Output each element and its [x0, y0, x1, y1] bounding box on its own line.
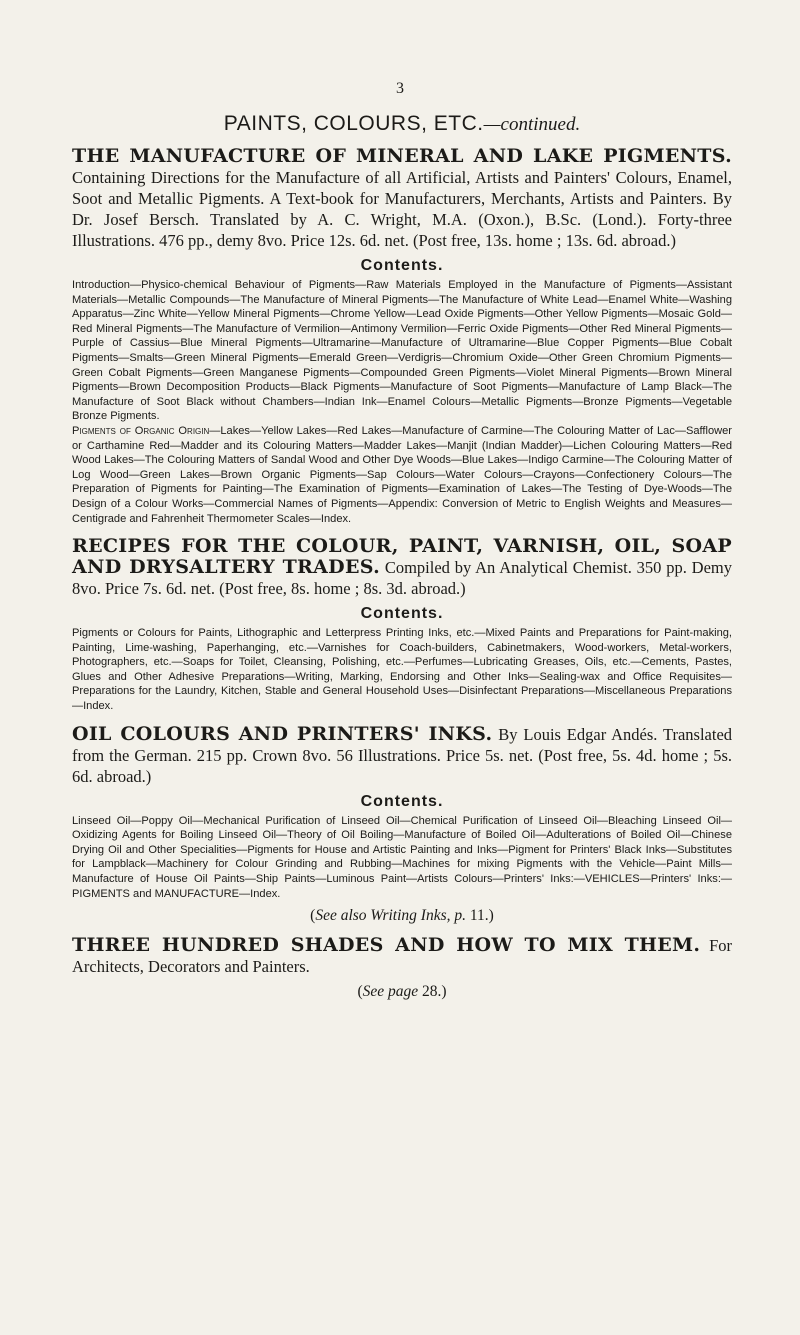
book-title: RECIPES FOR THE COLOUR, PAINT, VARNISH, OIL, SOAP AND DRYSALTERY TRADES.: [72, 535, 732, 579]
contents-heading: Contents.: [360, 257, 444, 274]
cross-reference-page: 11.): [466, 907, 494, 925]
cross-reference-text: See also Writing Inks, p.: [315, 907, 466, 925]
cross-reference-open: (: [357, 983, 363, 1001]
book-entry: [72, 536, 732, 714]
book-description: Compiled by An Analytical Chemist. 350 pp. Demy 8vo. Price 7s. 6d. net. (Post free, 8s. home ; 8s. 3d. abroad.): [72, 558, 733, 599]
page-number: 3: [396, 80, 404, 97]
running-head-main: PAINTS, COLOURS, ETC.: [223, 112, 484, 135]
contents-text-2: —Lakes—Yellow Lakes—Red Lakes—Manufacture of Carmine—The Colouring Matter of Lac—Safflower or Carthamine Red—Madder and its Colouring Matters—Madder Lakes—Manjit (Indian Madder)—Lichen Colouring Matters—Red Wood Lakes—The Colouring Matters of Sandal Wood and Other Dye Woods—Blue Lakes—Indigo Carmine—The Colouring Matter of Log Wood—Green Lakes—Brown Organic Pigments—Sap Colours—Water Colours—Crayons—Confectionery Colours—The Preparation of Pigments for Painting—The Examination of Pigments—Examination of Lakes—The Testing of Dye-Woods—The Design of a Colour Works—Commercial Names of Pigments—Appendix: Conversion of Metric to English Weights and Measures—Centigrade and Fahrenheit Thermometer Scales—Index.: [72, 424, 732, 525]
contents-subheading: Pigments of Organic Origin: [72, 424, 210, 437]
book-title: THREE HUNDRED SHADES AND HOW TO MIX THEM.: [72, 934, 701, 957]
running-head-continued: —continued.: [483, 114, 581, 135]
contents-heading: Contents.: [360, 792, 444, 810]
book-entry: [72, 935, 732, 1001]
page-body: [72, 78, 732, 1001]
contents-heading: Contents.: [360, 605, 444, 623]
contents-text: Pigments or Colours for Paints, Lithographic and Letterpress Printing Inks, etc.—Mixed Paints and Preparations for Paint-making, Painting, Lime-washing, Paperhanging, etc.—Varnishes for Coach-builders, Cabinetmakers, Wood-workers, Metal-workers, Photographers, etc.—Soaps for Toilet, Cleansing, Polishing, etc.—Perfumes—Lubricating Greases, Oils, etc.—Cements, Pastes, Glues and Other Adhesive Preparations—Writing, Marking, Endorsing and Other Inks—Sealing-wax and Office Requisites—Preparations for the Laundry, Kitchen, Stable and General Household Uses—Disinfectant Preparations—Miscellaneous Preparations—Index.: [72, 627, 732, 713]
book-description: Containing Directions for the Manufacture of all Artificial, Artists and Painters' Colours, Enamel, Soot and Metallic Pigments. A Text-book for Manufacturers, Merchants, Artists and Painters. By Dr. Josef Bersch. Translated by A. C. Wright, M.A. (Oxon.), B.Sc. (Lond.). Forty-three Illustrations. 476 pp., demy 8vo. Price 12s. 6d. net. (Post free, 13s. home ; 13s. 6d. abroad.): [72, 168, 732, 250]
book-title: THE MANUFACTURE OF MINERAL AND LAKE PIGMENTS.: [72, 145, 732, 167]
cross-reference-page: 28.): [418, 983, 447, 1001]
cross-reference-open: (: [310, 907, 316, 925]
contents-text: Introduction—Physico-chemical Behaviour of Pigments—Raw Materials Employed in the Manufacture of Pigments—Assistant Materials—Metallic Compounds—The Manufacture of Mineral Pigments—The Manufacture of White Lead—Enamel White—Washing Apparatus—Zinc White—Yellow Mineral Pigments—Chrome Yellow—Lead Oxide Pigments—Other Yellow Pigments—Mosaic Gold—Red Mineral Pigments—The Manufacture of Vermilion—Antimony Vermilion—Ferric Oxide Pigments—Other Red Mineral Pigments—Purple of Cassius—Blue Mineral Pigments—Ultramarine—Manufacture of Ultramarine—Blue Copper Pigments—Blue Cobalt Pigments—Smalts—Green Mineral Pigments—Emerald Green—Verdigris—Chromium Oxide—Other Green Chromium Pigments—Green Cobalt Pigments—Green Manganese Pigments—Compounded Green Pigments—Violet Mineral Pigments—Brown Mineral Pigments—Brown Decomposition Products—Black Pigments—Manufacture of Soot Pigments—Manufacture of Lamp Black—The Manufacture of Soot Black without Chambers—Indian Ink—Enamel Colours—Metallic Pigments—Bronze Pigments—Vegetable Bronze Pigments.: [72, 279, 732, 423]
running-head: [72, 112, 732, 136]
book-description: For Architects, Decorators and Painters.: [72, 936, 733, 977]
contents-text: Linseed Oil—Poppy Oil—Mechanical Purification of Linseed Oil—Chemical Purification of Linseed Oil—Bleaching Linseed Oil—Oxidizing Agents for Boiling Linseed Oil—Theory of Oil Boiling—Manufacture of Boiled Oil—Adulterations of Boiled Oil—Chinese Drying Oil and Other Specialities—Pigments for House and Artistic Painting and Inks—Pigment for Printers' Black Inks—Substitutes for Lampblack—Machinery for Colour Grinding and Rubbing—Machines for mixing Pigments with the Vehicle—Paint Mills—Manufacture of House Oil Paints—Ship Paints—Luminous Paint—Artists Colours—Printers' Inks:—VEHICLES—Printers' Inks:—PIGMENTS and MANUFACTURE—Index.: [72, 814, 732, 900]
book-title: OIL COLOURS AND PRINTERS' INKS.: [72, 722, 493, 745]
cross-reference: [72, 983, 732, 1001]
book-entry: [72, 146, 732, 526]
book-description: By Louis Edgar Andés. Translated from the German. 215 pp. Crown 8vo. 56 Illustrations. Price 5s. net. (Post free, 5s. 4d. home ; 5s. 6d. abroad.): [72, 724, 733, 786]
cross-reference-text: See page: [362, 983, 419, 1001]
book-entry: [72, 724, 732, 926]
cross-reference: [72, 907, 732, 925]
